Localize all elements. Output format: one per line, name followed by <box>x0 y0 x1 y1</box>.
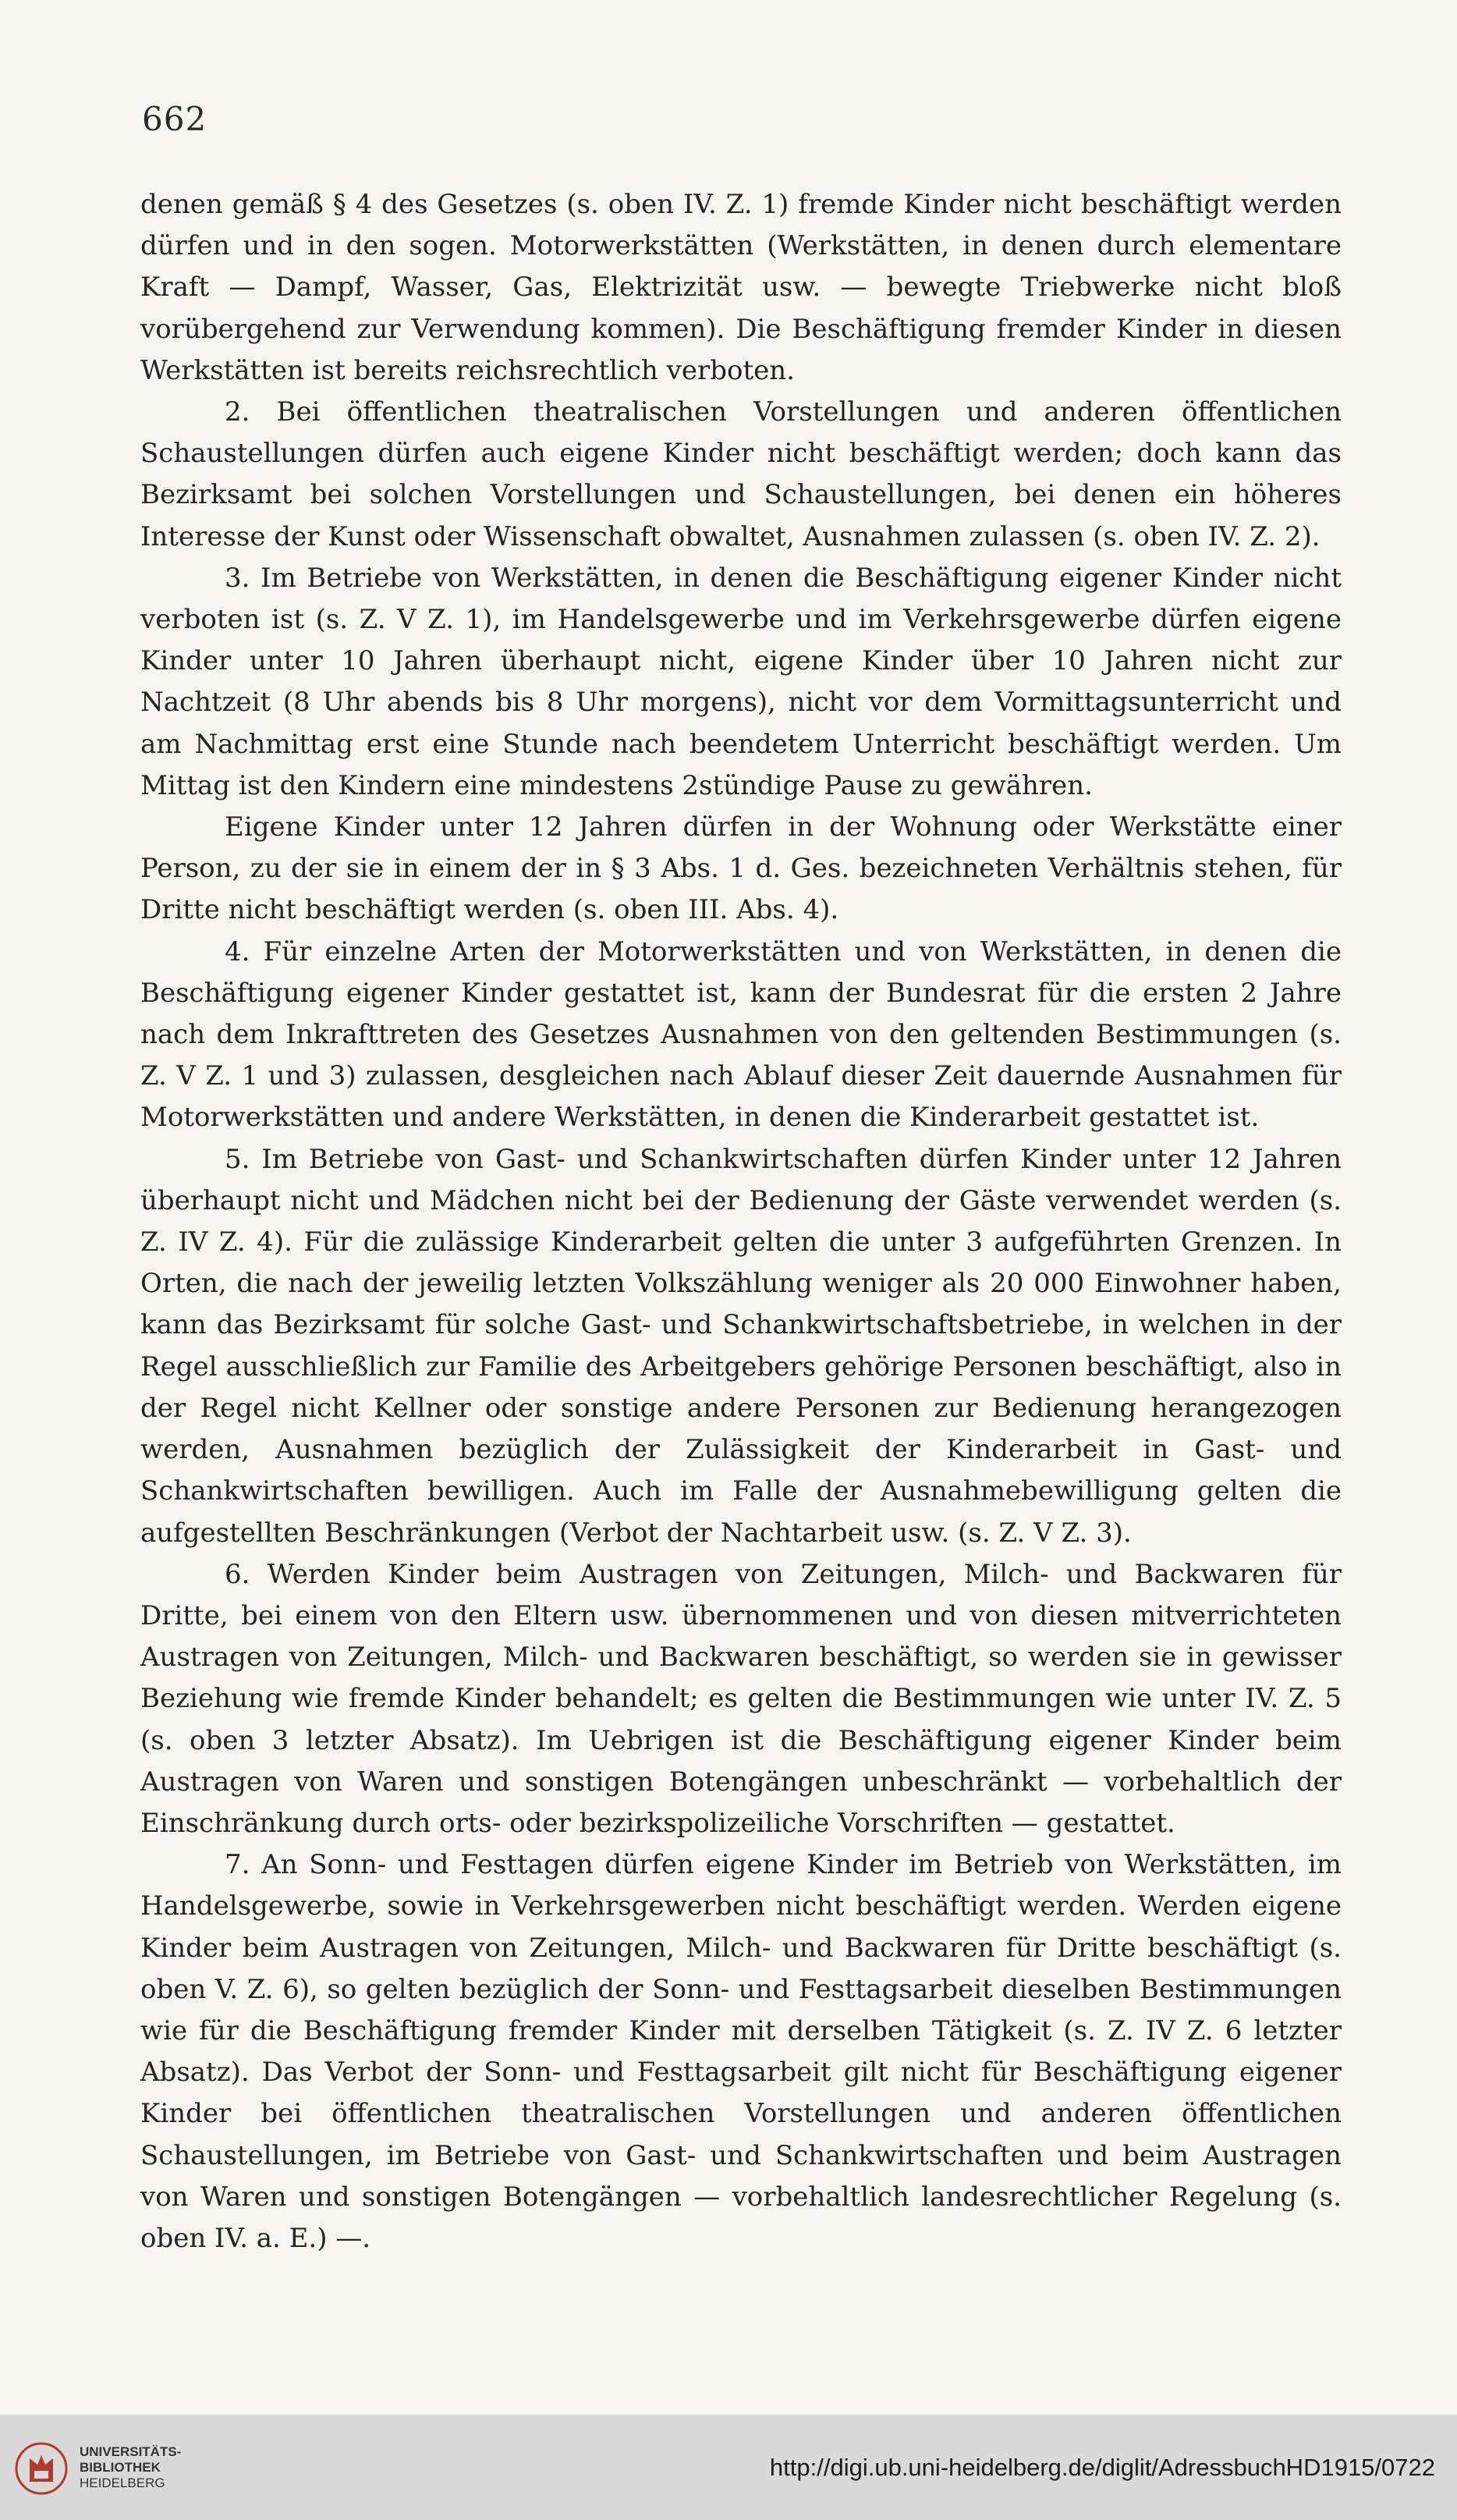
paragraph: denen gemäß § 4 des Gesetzes (s. oben IV. Z. 1) fremde Kinder nicht beschäftigt werden dürfen und in den sogen. Motorwerkstätten (Werkstätten, in denen durch elementare Kraft — Dampf, Wasser, Gas, Elektrizität usw. — bewegte Triebwerke nicht bloß vorübergehend zur Verwendung kommen). Die Beschäftigung fremder Kinder in diesen Werkstätten ist bereits reichsrechtlich verboten. <box>140 189 1342 386</box>
body-text <box>140 184 1342 2259</box>
library-logo[interactable] <box>14 2438 193 2500</box>
paragraph: 7. An Sonn- und Festtagen dürfen eigene Kinder im Betrieb von Werkstätten, im Handelsgewerbe, sowie in Verkehrsgewerben nicht beschäftigt werden. Werden eigene Kinder beim Austragen von Zeitungen, Milch- und Backwaren für Dritte beschäftigt (s. oben V. Z. 6), so gelten bezüglich der Sonn- und Festtagsarbeit dieselben Bestimmungen wie für die Beschäftigung fremder Kinder mit derselben Tätigkeit (s. Z. IV Z. 6 letzter Absatz). Das Verbot der Sonn- und Festtagsarbeit gilt nicht für Beschäftigung eigener Kinder bei öffentlichen theatralischen Vorstellungen und anderen öffentlichen Schaustellungen, im Betriebe von Gast- und Schankwirtschaften und beim Austragen von Waren und sonstigen Botengängen — vorbehaltlich landesrechtlicher Regelung (s. oben IV. a. E.) —. <box>140 1849 1342 2254</box>
page-number: 662 <box>142 100 207 138</box>
library-name-line: HEIDELBERG <box>80 2476 165 2490</box>
paragraph: 2. Bei öffentlichen theatralischen Vorstellungen und anderen öffentlichen Schaustellungen dürfen auch eigene Kinder nicht beschäftigt werden; doch kann das Bezirksamt bei solchen Vorstellungen und Schaustellungen, bei denen ein höheres Interesse der Kunst oder Wissenschaft obwaltet, Ausnahmen zulassen (s. oben IV. Z. 2). <box>140 396 1342 552</box>
paragraph: 5. Im Betriebe von Gast- und Schankwirtschaften dürfen Kinder unter 12 Jahren überhaupt nicht und Mädchen nicht bei der Bedienung der Gäste verwendet werden (s. Z. IV Z. 4). Für die zulässige Kinderarbeit gelten die unter 3 aufgeführten Grenzen. In Orten, die nach der jeweilig letzten Volkszählung weniger als 20 000 Einwohner haben, kann das Bezirksamt für solche Gast- und Schankwirtschaftsbetriebe, in welchen in der Regel ausschließlich zur Familie des Arbeitgebers gehörige Personen beschäftigt, also in der Regel nicht Kellner oder sonstige andere Personen zur Bedienung herangezogen werden, Ausnahmen bezüglich der Zulässigkeit der Kinderarbeit in Gast- und Schankwirtschaften bewilligen. Auch im Falle der Ausnahmebewilligung gelten die aufgestellten Beschränkungen (Verbot der Nachtarbeit usw. (s. Z. V Z. 3). <box>140 1143 1342 1549</box>
library-name-line: UNIVERSITÄTS- <box>80 2444 182 2459</box>
footer-bar <box>0 2415 1457 2520</box>
library-seal-icon <box>14 2441 69 2496</box>
source-url-link[interactable]: http://digi.ub.uni-heidelberg.de/diglit/AdressbuchHD1915/0722 <box>769 2454 1435 2481</box>
paragraph: 3. Im Betriebe von Werkstätten, in denen die Beschäftigung eigener Kinder nicht verboten ist (s. Z. V Z. 1), im Handelsgewerbe und im Verkehrsgewerbe dürfen eigene Kinder unter 10 Jahren überhaupt nicht, eigene Kinder über 10 Jahren nicht zur Nachtzeit (8 Uhr abends bis 8 Uhr morgens), nicht vor dem Vormittagsunterricht und am Nachmittag erst eine Stunde nach beendetem Unterricht beschäftigt werden. Um Mittag ist den Kindern eine mindestens 2stündige Pause zu gewähren. <box>140 562 1342 801</box>
paragraph: 4. Für einzelne Arten der Motorwerkstätten und von Werkstätten, in denen die Beschäftigung eigener Kinder gestattet ist, kann der Bundesrat für die ersten 2 Jahre nach dem Inkrafttreten des Gesetzes Ausnahmen von den geltenden Bestimmungen (s. Z. V Z. 1 und 3) zulassen, desgleichen nach Ablauf dieser Zeit dauernde Ausnahmen für Motorwerkstätten und andere Werkstätten, in denen die Kinderarbeit gestattet ist. <box>140 935 1342 1134</box>
paragraph: 6. Werden Kinder beim Austragen von Zeitungen, Milch- und Backwaren für Dritte, bei einem von den Eltern usw. übernommenen und von diesen mitverrichteten Austragen von Zeitungen, Milch- und Backwaren beschäftigt, so werden sie in gewisser Beziehung wie fremde Kinder behandelt; es gelten die Bestimmungen wie unter IV. Z. 5 (s. oben 3 letzter Absatz). Im Uebrigen ist die Beschäftigung eigener Kinder beim Austragen von Waren und sonstigen Botengängen unbeschränkt — vorbehaltlich der Einschränkung durch orts- oder bezirkspolizeiliche Vorschriften — gestattet. <box>140 1558 1342 1839</box>
library-name <box>80 2444 181 2491</box>
paragraph: Eigene Kinder unter 12 Jahren dürfen in der Wohnung oder Werkstätte einer Person, zu der sie in einem der in § 3 Abs. 1 d. Ges. bezeichneten Verhältnis stehen, für Dritte nicht beschäftigt werden (s. oben III. Abs. 4). <box>140 811 1342 926</box>
library-name-line: BIBLIOTHEK <box>80 2460 161 2475</box>
